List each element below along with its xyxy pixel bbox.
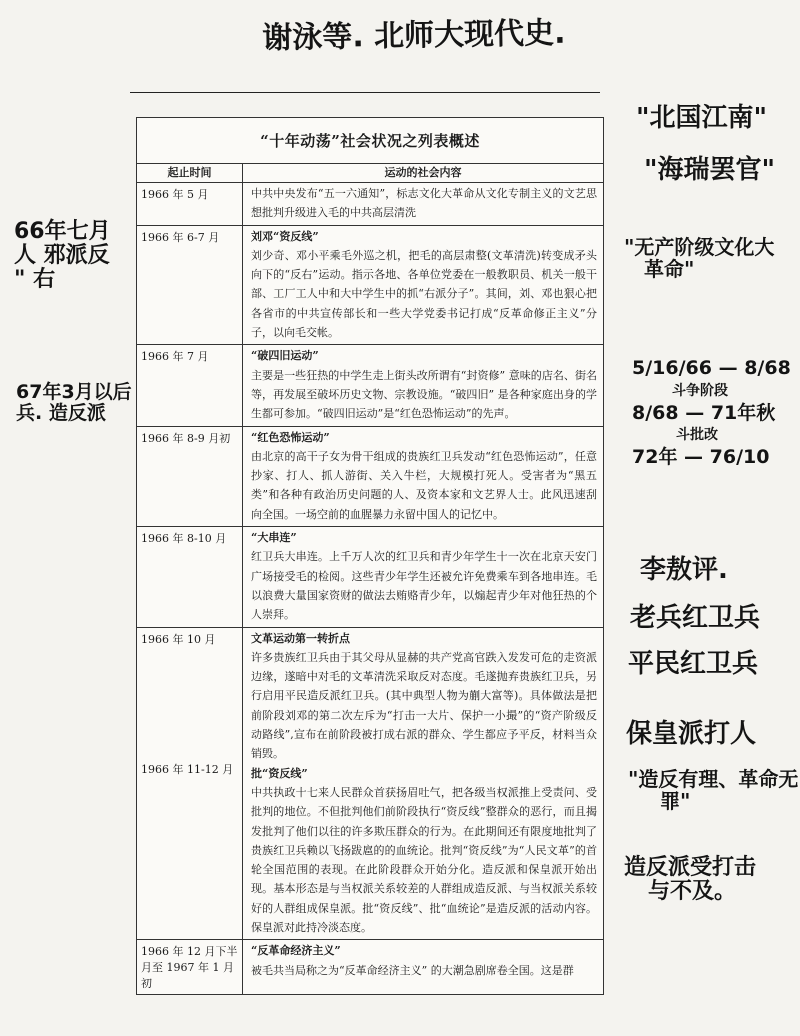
table-header-row bbox=[137, 164, 603, 183]
social-conditions-table bbox=[136, 117, 604, 995]
note-line: 斗争阶段 bbox=[672, 382, 728, 399]
handwritten-right-note-10 bbox=[624, 856, 756, 904]
row-body: 主要是一些狂热的中学生走上街头改所谓有“封资修” 意味的店名、街名等，再发展至破坏历史文物、宗教设施。“破四旧” 是各种家庭出身的学生都可参加。“破四旧运动”是“红色恐怖运动”的先声。 bbox=[251, 368, 597, 421]
handwritten-right-note-1: "北国江南" bbox=[636, 103, 768, 133]
header-content: 运动的社会内容 bbox=[384, 166, 462, 179]
note-line: 兵. 造反派 bbox=[16, 401, 106, 424]
note-line: 革命" bbox=[644, 257, 695, 281]
note-line: 66年七月 bbox=[14, 219, 111, 244]
table-row bbox=[137, 183, 603, 226]
row-title: 刘邓“资反线” bbox=[251, 229, 319, 243]
table-title: “十年动荡”社会状况之列表概述 bbox=[137, 118, 603, 164]
row-content bbox=[243, 226, 603, 345]
row-body: 许多贵族红卫兵由于其父母从显赫的共产党高官跌入发发可危的走资派边缘，遂暗中对毛的文革清洗采取反对态度。毛遂抛弃贵族红卫兵，另行启用平民造反派红卫兵。(其中典型人物为蒯大富等)。具体做法是把前阶段刘邓的第二次左斥为“打击一大片、保护一小撮”的“资产阶级反动路线”,宣布在前阶段被打成右派的群众、学生都应予平反，材料当众销毁。 bbox=[251, 650, 597, 761]
row-content bbox=[243, 345, 603, 425]
header-time: 起止时间 bbox=[137, 164, 243, 182]
table-row bbox=[137, 345, 603, 426]
handwritten-right-note-2: "海瑞罢官" bbox=[644, 155, 776, 185]
note-line: 5/16/66 — 8/68 bbox=[632, 357, 791, 379]
handwritten-left-note-1 bbox=[14, 220, 111, 293]
note-line: 67年3月以后 bbox=[16, 381, 132, 403]
handwritten-right-note-8: 保皇派打人 bbox=[626, 719, 757, 749]
row-title: “破四旧运动” bbox=[251, 349, 319, 363]
handwritten-title-note: 谢泳等. 北师大现代史. bbox=[261, 15, 566, 56]
handwritten-left-note-2 bbox=[16, 382, 132, 424]
note-line: 造反派受打击 bbox=[624, 855, 757, 880]
row-title: “红色恐怖运动” bbox=[251, 430, 330, 444]
row-title: “大串连” bbox=[251, 531, 297, 545]
table-row bbox=[137, 226, 603, 346]
row-time bbox=[137, 628, 243, 940]
row-body: 红卫兵大串连。上千万人次的红卫兵和青少年学生十一次在北京天安门广场接受毛的检阅。这些青少年学生还被允许免费乘车到各地串连。毛以浪费大量国家资财的做法去贿赂青少年，以煽起青少年对他狂热的个人崇拜。 bbox=[251, 550, 597, 622]
row-content bbox=[243, 940, 603, 994]
row-body: 中共中央发布“五一六通知”，标志文化大革命从文化专制主义的文艺思想批判升级进入毛的中共高层清洗 bbox=[251, 187, 597, 220]
handwritten-right-timeline bbox=[632, 356, 791, 471]
row-content bbox=[243, 183, 603, 225]
handwritten-right-note-5: 李敖评. bbox=[640, 555, 728, 585]
note-line: 与不及。 bbox=[648, 879, 737, 905]
row-time: 1966 年 12 月下半月至 1967 年 1 月初 bbox=[137, 940, 243, 994]
row-content bbox=[243, 427, 603, 526]
handwritten-right-note-6: 老兵红卫兵 bbox=[630, 603, 761, 633]
row-time: 1966 年 7 月 bbox=[137, 345, 243, 425]
row-body-2: 中共执政十七来人民群众首获扬眉吐气，把各级当权派推上受责问、受批判的地位。不但批判他们前阶段执行“资反线”整群众的恶行，而且揭发批判了他们以往的许多欺压群众的行为。在此期间还有限度地批判了贵族红卫兵赖以飞扬跋扈的的血统论。批判“资反线”为“人民文革”的首轮全国范围的表现。在此阶段群众开始分化。造反派和保皇派开始出现。基本形态是与当权派关系较差的人群组成造反派、与当权派关系较好的人群组成保皇派。批“资反线”、批“血统论”是造反派的活动内容。保皇派对此持冷淡态度。 bbox=[251, 785, 597, 934]
table-row bbox=[137, 427, 603, 527]
table-row bbox=[137, 940, 603, 994]
row-title-2: 批“资反线” bbox=[251, 766, 308, 780]
table-row bbox=[137, 628, 603, 941]
row-body: 被毛共当局称之为“反革命经济主义” 的大潮急剧席卷全国。这是群 bbox=[251, 963, 574, 977]
row-time-spacer bbox=[141, 647, 238, 761]
row-time: 1966 年 5 月 bbox=[137, 183, 243, 225]
note-line: 72年 — 76/10 bbox=[632, 446, 770, 469]
row-body: 刘少奇、邓小平乘毛外巡之机，把毛的高层肃整(文革清洗)转变成矛头向下的“反右”运动。指示各地、各单位党委在一般教职员、机关一般干部、工厂工人中和大中学生中的抓“右派分子”。其间，刘、邓也狠心把各省市的中共宣传部长和一些大学党委书记打成“反革命修正主义”分子，以向毛交帐。 bbox=[251, 248, 597, 340]
handwritten-right-note-7: 平民红卫兵 bbox=[628, 649, 759, 679]
row-body: 由北京的高干子女为骨干组成的贵族红卫兵发动“红色恐怖运动”，任意抄家、打人、抓人游街、关入牛栏，大规模打死人。受害者为“黑五类”和各种有政治历史问题的人、及资本家和文艺界人士。此风迅速刮向全国。一场空前的血腥暴力永留中国人的记忆中。 bbox=[251, 449, 597, 521]
note-line: "造反有理、革命无 bbox=[628, 767, 799, 791]
handwritten-right-note-9 bbox=[628, 768, 798, 812]
handwritten-right-note-3 bbox=[624, 236, 774, 280]
note-line: " 右 bbox=[14, 267, 56, 293]
table-row bbox=[137, 527, 603, 627]
row-time: 1966 年 6-7 月 bbox=[137, 226, 243, 345]
note-line: "无产阶级文化大 bbox=[624, 235, 775, 259]
horizontal-rule bbox=[130, 92, 600, 93]
note-line: 8/68 — 71年秋 bbox=[632, 401, 776, 424]
note-line: 斗批改 bbox=[676, 427, 718, 444]
row-content bbox=[243, 527, 603, 626]
row-time: 1966 年 8-10 月 bbox=[137, 527, 243, 626]
row-title: 文革运动第一转折点 bbox=[251, 631, 350, 645]
row-time: 1966 年 8-9 月初 bbox=[137, 427, 243, 526]
row-time-1: 1966 年 10 月 bbox=[141, 632, 216, 646]
note-line: 罪" bbox=[660, 789, 691, 813]
row-time-2: 1966 年 11-12 月 bbox=[141, 762, 234, 776]
note-line: 人 邪派反 bbox=[14, 243, 110, 269]
row-title: “反革命经济主义” bbox=[251, 944, 341, 958]
row-content bbox=[243, 628, 603, 940]
